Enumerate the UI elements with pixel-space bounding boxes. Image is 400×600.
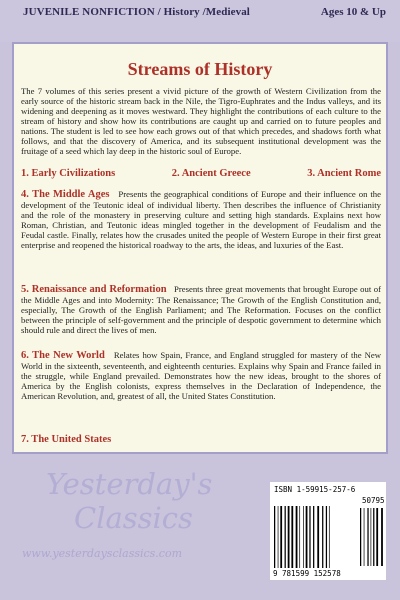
volume-1-label: 1. Early Civilizations: [21, 168, 116, 179]
section-body: Presents three great movements that brought Europe out of the Middle Ages and into Modernity: The Renaissance; The Growth of the English Constitution and, especially, The Growth of the English Parliament; and The Reformation. Focuses on the conflict between the principle of self-government and the principle of despotic government to determine which should rule and direct the lives of men.: [21, 284, 381, 336]
barcode-bar: [296, 506, 298, 568]
section-title: 4. The Middle Ages: [21, 189, 110, 200]
barcode-area: [270, 482, 386, 580]
barcode-bar: [376, 508, 378, 566]
volume-3-label: 3. Ancient Rome: [307, 168, 381, 179]
age-range-label: Ages 10 & Up: [320, 6, 386, 18]
section-renaissance: [21, 284, 381, 335]
volume-7-label: 7. The United States: [21, 434, 112, 445]
section-middle-ages: [21, 189, 381, 250]
barcode-bar: [285, 506, 286, 568]
ean-text: 9 781599 152578: [273, 569, 341, 578]
section-title: 5. Renaissance and Reformation: [21, 284, 167, 295]
section-body: Presents the geographical conditions of Europe and their influence on the development of the Teutonic ideal of individual liberty. Then describes the influence of Christianity and the role of the monastery in preserving culture and setting high standards. Explains next how Roman, Christian, and Teutonic ideas mingled together in the development of Feudalism and the Feudal castle. Finally, relates how the crusades united the people of Western Europe in their first great enterprise and reopened the historical roadway to the arts, the ideas, and luxuries of the East.: [21, 189, 381, 251]
description-panel: [12, 42, 388, 454]
barcode-bar: [278, 506, 279, 568]
barcode-bar: [288, 506, 290, 568]
barcode-bar: [309, 506, 310, 568]
logo-line-1: Yesterday's: [46, 467, 213, 501]
barcode-bar: [360, 508, 361, 566]
price-code-text: 50795: [362, 496, 385, 505]
barcode-bar: [371, 508, 372, 566]
barcode-bar: [322, 506, 323, 568]
logo-line-2: Classics: [74, 501, 193, 535]
section-title: 6. The New World: [21, 350, 105, 361]
intro-paragraph: The 7 volumes of this series present a vivid picture of the growth of Western Civilization from the early source of the historic stream back in the Nile, the Tigro-Euphrates and the Indus valleys, and its widening and deepening as it moves westward. They highlight the contributions of each culture to the stream of history and show how its contributions are caught up and carried on to future peoples and nations. The student is led to see how each grows out of that which precedes, and shadows forth what follows, and that the discovery of America, and its subsequent institutional development was the fruitage of a seed which lay deep in the historic soul of Europe.: [21, 86, 381, 157]
header-bar: [0, 0, 400, 42]
barcode-bar: [317, 506, 319, 568]
barcode-bar: [280, 506, 282, 568]
barcode-bar: [313, 506, 314, 568]
barcode-bar: [373, 508, 374, 566]
barcode-bar: [329, 506, 330, 568]
barcode-bar: [381, 508, 383, 566]
section-new-world: [21, 350, 381, 401]
barcode-bar: [367, 508, 368, 566]
category-label: JUVENILE NONFICTION / History /Medieval: [23, 6, 250, 18]
publisher-url: www.yesterdaysclassics.com: [22, 547, 183, 560]
barcode-bar: [306, 506, 308, 568]
series-title: Streams of History: [127, 59, 273, 79]
volume-2-label: 2. Ancient Greece: [171, 168, 251, 179]
barcode-bar: [326, 506, 327, 568]
barcode-bar: [299, 506, 300, 568]
volumes-row: [21, 168, 381, 179]
section-body: Relates how Spain, France, and England struggled for mastery of the New World in the sixteenth, seventeenth, and eighteenth centuries. Explains why Spain and France failed in the struggle, while England prevailed. Demonstrates how the new ideas, brought to the shores of America by the English colonists, express themselves in the Declaration of Independence, the American Revolution, and, greatest of all, the United States Constitution.: [21, 350, 382, 402]
barcode-bar: [303, 506, 304, 568]
barcode-bar: [291, 506, 293, 568]
barcode-bar: [274, 506, 275, 568]
barcode-bar: [364, 508, 365, 566]
isbn-text: ISBN 1-59915-257-6: [274, 485, 356, 494]
